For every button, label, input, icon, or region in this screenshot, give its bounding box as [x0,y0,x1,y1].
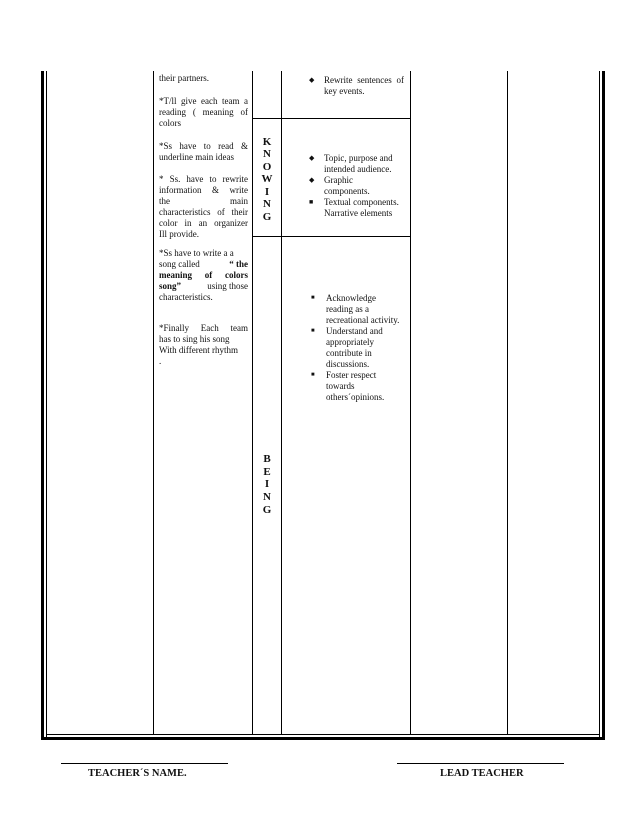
outcome-top-l1: Rewrite sentences of [324,75,404,85]
activity-p2-l1: *T/ll give each team a [159,96,248,106]
activity-p5-l2-bold: “ the [229,259,248,269]
outcome-being-2-l1: Understand and [326,326,383,336]
outcome-knowing-1-l1: Topic, purpose and [324,153,393,163]
knowing-letter: W [261,173,273,185]
activity-p4-l2: information & write [159,185,248,195]
activity-p4-l4: characteristics of their [159,207,248,217]
outcome-knowing-2-l2: components. [324,186,370,196]
outcome-being-1-l1: Acknowledge [326,293,376,303]
lead-teacher-label: LEAD TEACHER [440,768,524,779]
activity-p2-l3: colors [159,118,181,128]
table-border-right [602,71,605,739]
activity-p6-l2: has to sing his song [159,334,230,344]
being-letter: E [263,466,271,478]
square-bullet-icon: ■ [311,328,315,334]
being-letter: G [262,504,272,516]
outcome-being-2-l2: appropriately [326,337,374,347]
lead-teacher-signature-line [397,763,564,764]
activity-p6-l4: . [159,356,162,366]
table-border-bottom [41,737,605,740]
outcome-knowing-2-l1: Graphic [324,175,353,185]
knowing-letter: K [262,136,272,148]
outcome-being-3-l1: Foster respect [326,370,377,380]
activity-p5-l4-rest: using those [207,281,248,291]
outcome-knowing-extra: Narrative elements [324,208,393,218]
being-letter: B [263,453,271,465]
knowing-letter: N [263,148,271,160]
outcome-knowing-3: Textual components. [324,197,399,207]
being-letter: I [264,478,270,490]
outcome-being-2-l4: discussions. [326,359,370,369]
row-sep-2 [252,236,410,237]
outcome-being-2-l3: contribute in [326,348,372,358]
table-border-bottom-inner [46,734,600,735]
col-sep-2 [252,71,253,735]
diamond-bullet-icon: ◆ [309,76,315,84]
knowing-letter: I [264,186,270,198]
activity-p3-l1: *Ss have to read & [159,141,248,151]
knowing-letter: O [262,161,272,173]
activity-p4-l5: color in an organizer [159,218,248,228]
outcome-knowing-1-l2: intended audience. [324,164,392,174]
teacher-signature-line [61,763,228,764]
activity-p5-l3: meaning of colors [159,270,248,280]
activity-p4-l6: Ill provide. [159,229,199,239]
teacher-name-label: TEACHER´S NAME. [88,768,187,779]
outcome-being-3-l2: towards [326,381,355,391]
activity-p5-l4-bold: song” [159,281,182,291]
outcome-top-l2: key events. [324,86,365,96]
activity-p5-l2-pre: song called [159,259,200,269]
activity-p3-l2: underline main ideas [159,152,234,162]
diamond-bullet-icon: ◆ [309,154,315,162]
table-border-right-inner [599,71,600,739]
outcome-being-3-l3: others´opinions. [326,392,385,402]
activity-p4-l3: the main [159,196,248,206]
activity-p5-l4 [159,281,248,292]
square-bullet-icon: ■ [309,198,314,206]
activity-p6-l3: With different rhythm [159,345,238,355]
activity-p5-l5: characteristics. [159,292,213,302]
activity-p4-l1: * Ss. have to rewrite [159,174,248,184]
activity-line-1: their partners. [159,73,209,83]
col-sep-5 [507,71,508,735]
row-sep-1 [252,118,410,119]
table-border-left-inner [46,71,47,739]
knowing-letter: N [263,198,271,210]
col-sep-4 [410,71,411,735]
activity-p5-l2 [159,259,248,270]
activity-p2-l2: reading ( meaning of [159,107,248,117]
col-sep-1 [153,71,154,735]
activity-p6-l1: *Finally Each team [159,323,248,333]
outcome-being-1-l2: reading as a [326,304,369,314]
table-border-left [41,71,44,739]
knowing-letter: G [262,211,272,223]
square-bullet-icon: ■ [311,295,315,301]
square-bullet-icon: ■ [311,372,315,378]
being-letter: N [263,491,271,503]
col-sep-3 [281,71,282,735]
activity-p5-l1: *Ss have to write a a [159,248,234,258]
outcome-being-1-l3: recreational activity. [326,315,400,325]
diamond-bullet-icon: ◆ [309,176,315,184]
